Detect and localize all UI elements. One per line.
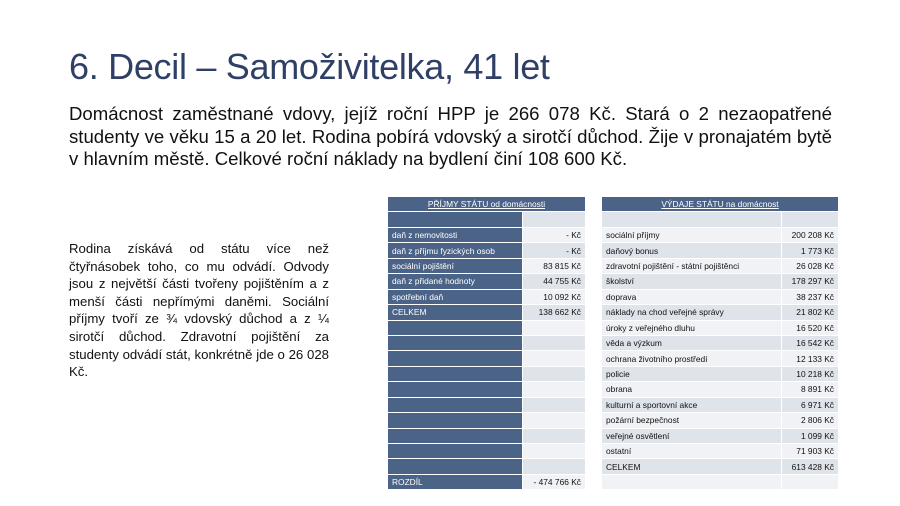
expense-value: 613 428 Kč bbox=[782, 459, 839, 474]
income-label bbox=[388, 212, 523, 227]
spacer-cell bbox=[586, 305, 602, 320]
expense-label: CELKEM bbox=[602, 459, 782, 474]
income-label: sociální pojištění bbox=[388, 258, 523, 273]
income-label: CELKEM bbox=[388, 305, 523, 320]
spacer-cell bbox=[586, 335, 602, 350]
income-value bbox=[523, 382, 586, 397]
income-value bbox=[523, 413, 586, 428]
expense-label: úroky z veřejného dluhu bbox=[602, 320, 782, 335]
spacer-cell bbox=[586, 413, 602, 428]
table-row bbox=[388, 305, 839, 320]
income-label: ROZDÍL bbox=[388, 474, 523, 489]
income-label bbox=[388, 459, 523, 474]
expense-label: věda a výzkum bbox=[602, 335, 782, 350]
expense-value: 8 891 Kč bbox=[782, 382, 839, 397]
income-label bbox=[388, 351, 523, 366]
income-label bbox=[388, 320, 523, 335]
spacer-cell bbox=[586, 474, 602, 489]
expense-value: 200 208 Kč bbox=[782, 227, 839, 242]
income-label bbox=[388, 428, 523, 443]
spacer-cell bbox=[586, 258, 602, 273]
table-row bbox=[388, 413, 839, 428]
income-value bbox=[523, 335, 586, 350]
table-row bbox=[388, 397, 839, 412]
spacer-cell bbox=[586, 459, 602, 474]
income-value: - 474 766 Kč bbox=[523, 474, 586, 489]
income-value: 83 815 Kč bbox=[523, 258, 586, 273]
expense-value bbox=[782, 212, 839, 227]
slide-title: 6. Decil – Samoživitelka, 41 let bbox=[69, 46, 550, 87]
income-value bbox=[523, 351, 586, 366]
income-label: spotřební daň bbox=[388, 289, 523, 304]
expense-label bbox=[602, 474, 782, 489]
expense-header: VÝDAJE STÁTU na domácnost bbox=[602, 197, 839, 212]
income-label bbox=[388, 397, 523, 412]
income-value bbox=[523, 320, 586, 335]
spacer-cell bbox=[586, 428, 602, 443]
table-row bbox=[388, 212, 839, 227]
table-row bbox=[388, 227, 839, 242]
expense-label: sociální příjmy bbox=[602, 227, 782, 242]
expense-label: zdravotní pojištění - státní pojištěnci bbox=[602, 258, 782, 273]
spacer-cell bbox=[586, 274, 602, 289]
expense-value: 12 133 Kč bbox=[782, 351, 839, 366]
table-row bbox=[388, 351, 839, 366]
table-row bbox=[388, 243, 839, 258]
expense-label: policie bbox=[602, 366, 782, 381]
spacer-cell bbox=[586, 366, 602, 381]
spacer-cell bbox=[586, 351, 602, 366]
table-row bbox=[388, 428, 839, 443]
table-row bbox=[388, 444, 839, 459]
income-value bbox=[523, 444, 586, 459]
income-label: daň z přidané hodnoty bbox=[388, 274, 523, 289]
budget-table bbox=[387, 196, 839, 490]
expense-label: ostatní bbox=[602, 444, 782, 459]
expense-label: ochrana životního prostředí bbox=[602, 351, 782, 366]
expense-value: 1 773 Kč bbox=[782, 243, 839, 258]
income-value: 138 662 Kč bbox=[523, 305, 586, 320]
expense-label: kulturní a sportovní akce bbox=[602, 397, 782, 412]
spacer-cell bbox=[586, 444, 602, 459]
income-label bbox=[388, 335, 523, 350]
income-value: - Kč bbox=[523, 243, 586, 258]
expense-value: 21 802 Kč bbox=[782, 305, 839, 320]
expense-value: 10 218 Kč bbox=[782, 366, 839, 381]
income-value bbox=[523, 397, 586, 412]
table-row bbox=[388, 258, 839, 273]
expense-label: náklady na chod veřejné správy bbox=[602, 305, 782, 320]
expense-value: 1 099 Kč bbox=[782, 428, 839, 443]
table-row bbox=[388, 289, 839, 304]
income-label: daň z nemovitosti bbox=[388, 227, 523, 242]
expense-label: doprava bbox=[602, 289, 782, 304]
income-value bbox=[523, 459, 586, 474]
income-label: daň z příjmu fyzických osob bbox=[388, 243, 523, 258]
spacer-cell bbox=[586, 197, 602, 212]
expense-label: školství bbox=[602, 274, 782, 289]
table-row bbox=[388, 274, 839, 289]
table-row bbox=[388, 474, 839, 489]
income-value: 44 755 Kč bbox=[523, 274, 586, 289]
income-label bbox=[388, 444, 523, 459]
spacer-cell bbox=[586, 289, 602, 304]
income-value bbox=[523, 428, 586, 443]
expense-value: 6 971 Kč bbox=[782, 397, 839, 412]
income-value: - Kč bbox=[523, 227, 586, 242]
spacer-cell bbox=[586, 397, 602, 412]
expense-label: veřejné osvětlení bbox=[602, 428, 782, 443]
table-row bbox=[388, 335, 839, 350]
spacer-cell bbox=[586, 382, 602, 397]
table-row bbox=[388, 320, 839, 335]
expense-label: požární bezpečnost bbox=[602, 413, 782, 428]
expense-value: 16 542 Kč bbox=[782, 335, 839, 350]
spacer-cell bbox=[586, 227, 602, 242]
spacer-cell bbox=[586, 212, 602, 227]
expense-label: daňový bonus bbox=[602, 243, 782, 258]
expense-label bbox=[602, 212, 782, 227]
spacer-cell bbox=[586, 320, 602, 335]
expense-value: 71 903 Kč bbox=[782, 444, 839, 459]
table-row bbox=[388, 382, 839, 397]
spacer-cell bbox=[586, 243, 602, 258]
table-header-row bbox=[388, 197, 839, 212]
income-value: 10 092 Kč bbox=[523, 289, 586, 304]
expense-value: 2 806 Kč bbox=[782, 413, 839, 428]
expense-value: 178 297 Kč bbox=[782, 274, 839, 289]
table-row bbox=[388, 366, 839, 381]
income-label bbox=[388, 366, 523, 381]
expense-value: 38 237 Kč bbox=[782, 289, 839, 304]
expense-label: obrana bbox=[602, 382, 782, 397]
expense-value bbox=[782, 474, 839, 489]
income-value bbox=[523, 366, 586, 381]
expense-value: 26 028 Kč bbox=[782, 258, 839, 273]
intro-paragraph: Domácnost zaměstnané vdovy, jejíž roční HPP je 266 078 Kč. Stará o 2 nezaopatřené studenty ve věku 15 a 20 let. Rodina pobírá vdovský a sirotčí důchod. Žije v pronajatém bytě v hlavním městě. Celkové roční náklady na bydlení činí 108 600 Kč. bbox=[69, 103, 832, 169]
income-label bbox=[388, 382, 523, 397]
side-paragraph: Rodina získává od státu více než čtyřnásobek toho, co mu odvádí. Odvody jsou z největší části tvořeny pojištěním a z menší části nepřímými daněmi. Sociální příjmy tvoří ze ¾ vdovský důchod a z ¼ sirotčí důchod. Zdravotní pojištění za studenty odvádí stát, konkrétně jde o 26 028 Kč. bbox=[69, 241, 329, 380]
expense-value: 16 520 Kč bbox=[782, 320, 839, 335]
income-value bbox=[523, 212, 586, 227]
income-header: PŘÍJMY STÁTU od domácnosti bbox=[388, 197, 586, 212]
income-label bbox=[388, 413, 523, 428]
table-row bbox=[388, 459, 839, 474]
